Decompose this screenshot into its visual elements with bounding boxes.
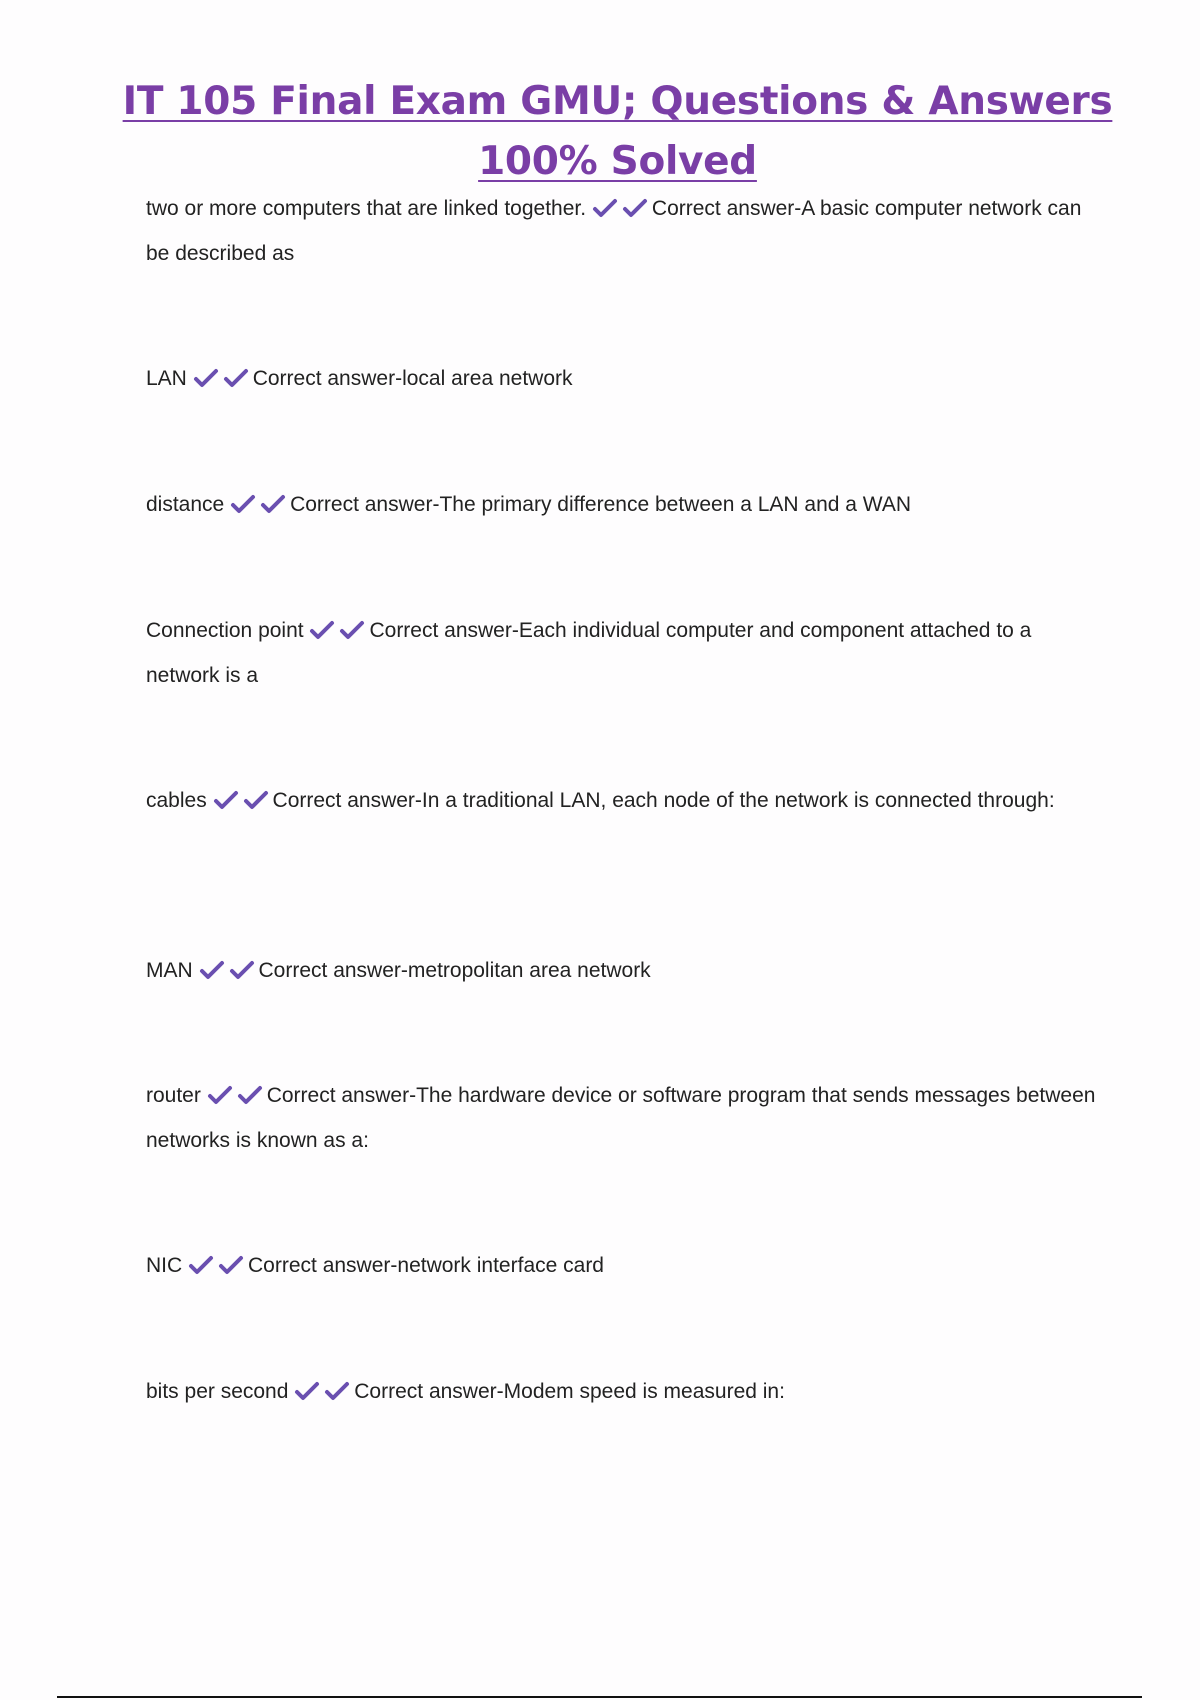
qa-answer: metropolitan area network [407,959,651,982]
qa-answer: A basic computer network can be described as [146,197,1082,265]
check-icon [237,1084,267,1106]
qa-item [146,186,1106,276]
check-icon [294,1380,324,1402]
qa-term: two or more computers that are linked together. [146,197,587,220]
qa-term: distance [146,493,225,516]
qa-term: Connection point [146,619,304,642]
title-line-2: 100% Solved [478,139,757,184]
qa-term: NIC [146,1254,183,1277]
answer-prefix: Correct answer- [369,619,519,642]
qa-term: MAN [146,959,193,982]
qa-answer: In a traditional LAN, each node of the network is connected through: [421,789,1055,812]
qa-item [146,608,1106,698]
footer-rule [57,1696,1142,1698]
qa-item [146,948,1106,993]
answer-prefix: Correct answer- [252,367,403,390]
qa-item [146,482,1106,527]
qa-term: router [146,1084,201,1107]
answer-prefix: Correct answer- [651,197,802,220]
qa-term: cables [146,789,207,812]
check-icon [230,493,260,515]
qa-answer: Each individual computer and component attached to a network is a [146,619,1032,687]
answer-prefix: Correct answer- [266,1084,417,1107]
qa-answer: The primary difference between a LAN and a WAN [439,493,912,516]
qa-item [146,778,1106,823]
check-icon [339,619,369,641]
check-icon [622,197,652,219]
qa-item [146,356,1106,401]
document-title [100,72,1135,192]
qa-term: LAN [146,367,187,390]
qa-answer: local area network [402,367,573,390]
check-icon [207,1084,237,1106]
check-icon [213,789,243,811]
qa-item [146,1073,1106,1163]
qa-answer: The hardware device or software program that sends messages between networks is known as a: [146,1084,1096,1152]
answer-prefix: Correct answer- [258,959,408,982]
qa-answer: network interface card [397,1254,604,1277]
check-icon [324,1380,354,1402]
answer-prefix: Correct answer- [354,1380,504,1403]
answer-prefix: Correct answer- [272,789,422,812]
check-icon [243,789,273,811]
qa-term: bits per second [146,1380,289,1403]
title-line-1: IT 105 Final Exam GMU; Questions & Answers [122,79,1113,124]
check-icon [199,959,229,981]
check-icon [229,959,259,981]
check-icon [223,367,253,389]
answer-prefix: Correct answer- [290,493,440,516]
qa-item [146,1243,1106,1288]
check-icon [188,1254,218,1276]
check-icon [218,1254,248,1276]
answer-prefix: Correct answer- [248,1254,398,1277]
check-icon [592,197,622,219]
check-icon [309,619,339,641]
check-icon [260,493,290,515]
check-icon [193,367,223,389]
qa-item [146,1369,1106,1414]
qa-answer: Modem speed is measured in: [503,1380,785,1403]
